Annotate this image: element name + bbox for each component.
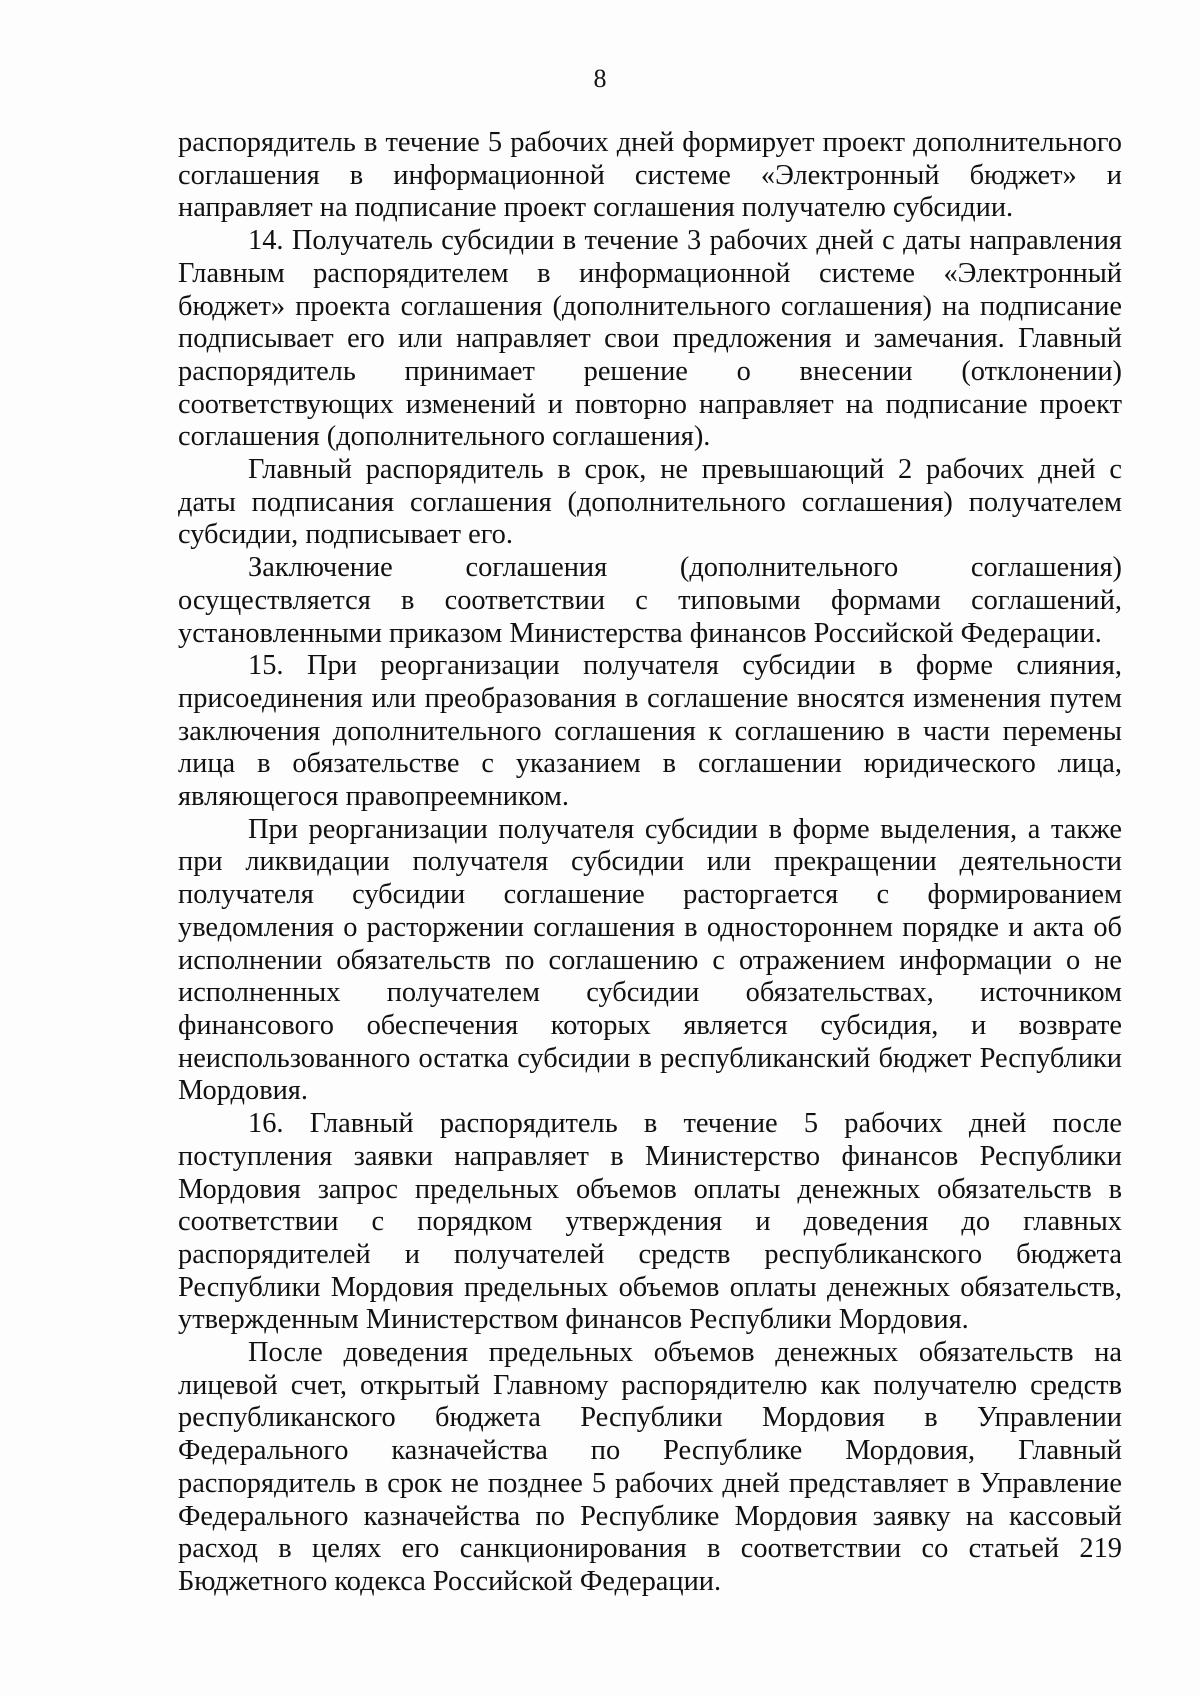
paragraph-item-16: 16. Главный распорядитель в течение 5 рабочих дней после поступления заявки направляет в Министерство финансов Республики Мордовия запрос предельных объемов оплаты денежных обязательств в соответствии с порядком утверждения и доведения до главных распорядителей и получателей средств республиканского бюджета Республики Мордовия предельных объемов оплаты денежных обязательств, утвержденным Министерством финансов Республики Мордовия. bbox=[178, 1108, 1122, 1336]
paragraph-termination: При реорганизации получателя субсидии в форме выделения, а также при ликвидации получателя субсидии или прекращении деятельности получателя субсидии соглашение расторгается с формированием уведомления о расторжении соглашения в одностороннем порядке и акта об исполнении обязательств по соглашению с отражением информации о не исполненных получателем субсидии обязательствах, источником финансового обеспечения которых является субсидия, и возврате неиспользованного остатка субсидии в республиканский бюджет Республики Мордовия. bbox=[178, 813, 1122, 1107]
paragraph-signing-term: Главный распорядитель в срок, не превышающий 2 рабочих дней с даты подписания соглашения (дополнительного соглашения) получателем субсидии, подписывает его. bbox=[178, 454, 1122, 551]
paragraph-item-15: 15. При реорганизации получателя субсидии в форме слияния, присоединения или преобразования в соглашение вносятся изменения путем заключения дополнительного соглашения к соглашению в части перемены лица в обязательстве с указанием в соглашении юридического лица, являющегося правопреемником. bbox=[178, 650, 1122, 813]
page-number: 8 bbox=[593, 64, 607, 93]
paragraph-cash-expense: После доведения предельных объемов денежных обязательств на лицевой счет, открытый Главному распорядителю как получателю средств республиканского бюджета Республики Мордовия в Управлении Федерального казначейства по Республике Мордовия, Главный распорядитель в срок не позднее 5 рабочих дней представляет в Управление Федерального казначейства по Республике Мордовия заявку на кассовый расход в целях его санкционирования в соответствии со статьей 219 Бюджетного кодекса Российской Федерации. bbox=[178, 1337, 1122, 1597]
document-body bbox=[178, 127, 1122, 1599]
paragraph-continuation: распорядитель в течение 5 рабочих дней формирует проект дополнительного соглашения в информационной системе «Электронный бюджет» и направляет на подписание проект соглашения получателю субсидии. bbox=[178, 127, 1122, 224]
paragraph-item-14: 14. Получатель субсидии в течение 3 рабочих дней с даты направления Главным распорядителем в информационной системе «Электронный бюджет» проекта соглашения (дополнительного соглашения) на подписание подписывает его или направляет свои предложения и замечания. Главный распорядитель принимает решение о внесении (отклонении) соответствующих изменений и повторно направляет на подписание проект соглашения (дополнительного соглашения). bbox=[178, 225, 1122, 453]
paragraph-standard-forms: Заключение соглашения (дополнительного соглашения) осуществляется в соответствии с типовыми формами соглашений, установленными приказом Министерства финансов Российской Федерации. bbox=[178, 552, 1122, 649]
